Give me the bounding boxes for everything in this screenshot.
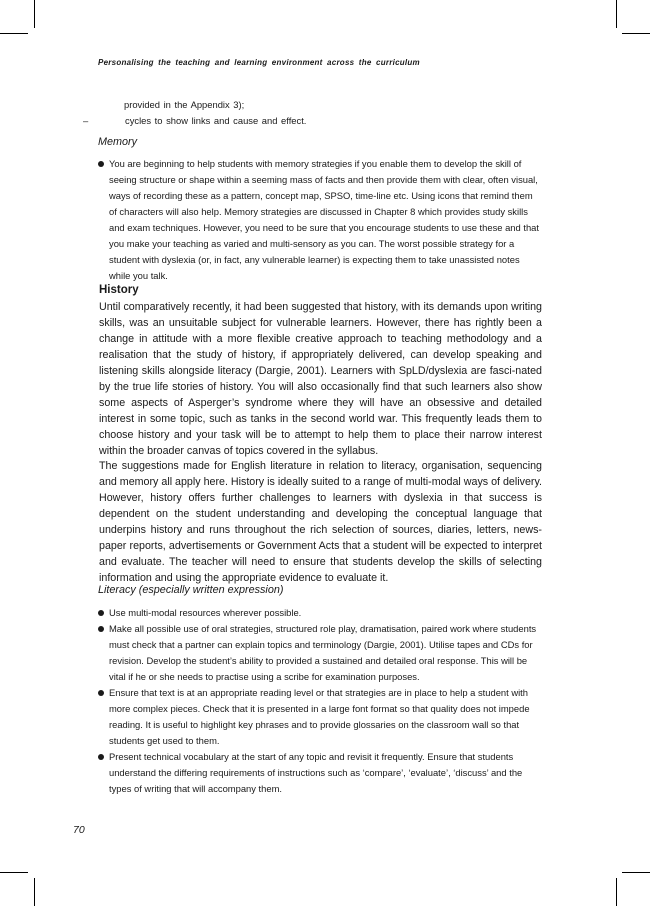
- continued-list: [82, 97, 552, 129]
- page-number: 70: [73, 824, 85, 836]
- history-paragraph: The suggestions made for English literature in relation to literacy, organisation, sequencing and memory all apply here. History is ideally suited to a range of multi-modal ways of delivery. However, history offers further challenges to learners with dyslexia in that success is dependent on the student understanding and developing the conceptual language that underpins history and runs throughout the rich selection of sources, diaries, letters, news-paper reports, advertisements or Government Acts that a student will be expected to interpret and evaluate. The teacher will need to ensure that students develop the skills of selecting information and using the appropriate evidence to evaluate it.: [99, 460, 542, 584]
- bullet-item: Use multi-modal resources wherever possible.: [98, 605, 542, 621]
- crop-mark: [616, 0, 617, 28]
- crop-mark: [0, 33, 28, 34]
- literacy-bullet-list: [98, 605, 542, 797]
- running-head: Personalising the teaching and learning environment across the curriculum: [98, 58, 420, 67]
- crop-mark: [0, 872, 28, 873]
- crop-mark: [622, 872, 650, 873]
- dash-marker: –: [83, 115, 89, 126]
- literacy-heading: Literacy (especially written expression): [98, 584, 284, 596]
- history-heading: History: [99, 284, 139, 296]
- continued-item: [82, 113, 552, 129]
- continued-item: provided in the Appendix 3);: [124, 99, 245, 110]
- crop-mark: [616, 878, 617, 906]
- history-paragraph: Until comparatively recently, it had been suggested that history, with its demands upon writing skills, was an unsuitable subject for vulnerable learners. However, there has rightly been a change in attitude with a more flexible creative approach to teaching methodology and a realisation that the study of history, if appropriately delivered, can develop speaking and listening skills alongside literacy (Dargie, 2001). Learners with SpLD/dyslexia are fasci-nated by the true life stories of history. You will also occasionally find that such learners also show some aspects of Asperger’s syndrome where they will have an obsessive and detailed interest in some topic, such as tanks in the second world war. This frequently leads them to choose history and your task will be to attempt to help them to place their narrow interest within the broader canvas of topics covered in the syllabus.: [99, 301, 542, 457]
- memory-bullet-list: [98, 156, 542, 284]
- crop-mark: [622, 33, 650, 34]
- crop-mark: [34, 0, 35, 28]
- crop-mark: [34, 878, 35, 906]
- memory-heading: Memory: [98, 136, 137, 148]
- bullet-item: Ensure that text is at an appropriate reading level or that strategies are in place to help a student with more complex pieces. Check that it is presented in a large font format so that quality does not impede reading. It is useful to highlight key phrases and to provide glossaries on the classroom wall so that students get used to them.: [98, 685, 542, 749]
- bullet-item: Present technical vocabulary at the start of any topic and revisit it frequently. Ensure that students understand the differing requirements of instructions such as ‘compare’, ‘evaluate’, ‘discuss’ and the types of writing that will accompany them.: [98, 749, 542, 797]
- bullet-item: You are beginning to help students with memory strategies if you enable them to develop the skill of seeing structure or shape within a seeming mass of facts and then provide them with clear, often visual, ways of recording these as a pattern, concept map, SPSO, time-line etc. Using icons that remind them of characters will also help. Memory strategies are discussed in Chapter 8 which provides study skills and exam techniques. However, you need to be sure that you encourage students to use these and that you make your teaching as varied and multi-sensory as you can. The worst possible strategy for a student with dyslexia (or, in fact, any vulnerable learner) is expecting them to take unassisted notes while you talk.: [98, 156, 542, 284]
- continued-item-text: cycles to show links and cause and effect.: [125, 115, 307, 126]
- bullet-item: Make all possible use of oral strategies, structured role play, dramatisation, paired work where students must check that a partner can explain topics and terminology (Dargie, 2001). Utilise tapes and CDs for revision. Develop the student’s ability to provided a sustained and detailed oral response. This will be vital if he or she needs to practise using a scribe for examination purposes.: [98, 621, 542, 685]
